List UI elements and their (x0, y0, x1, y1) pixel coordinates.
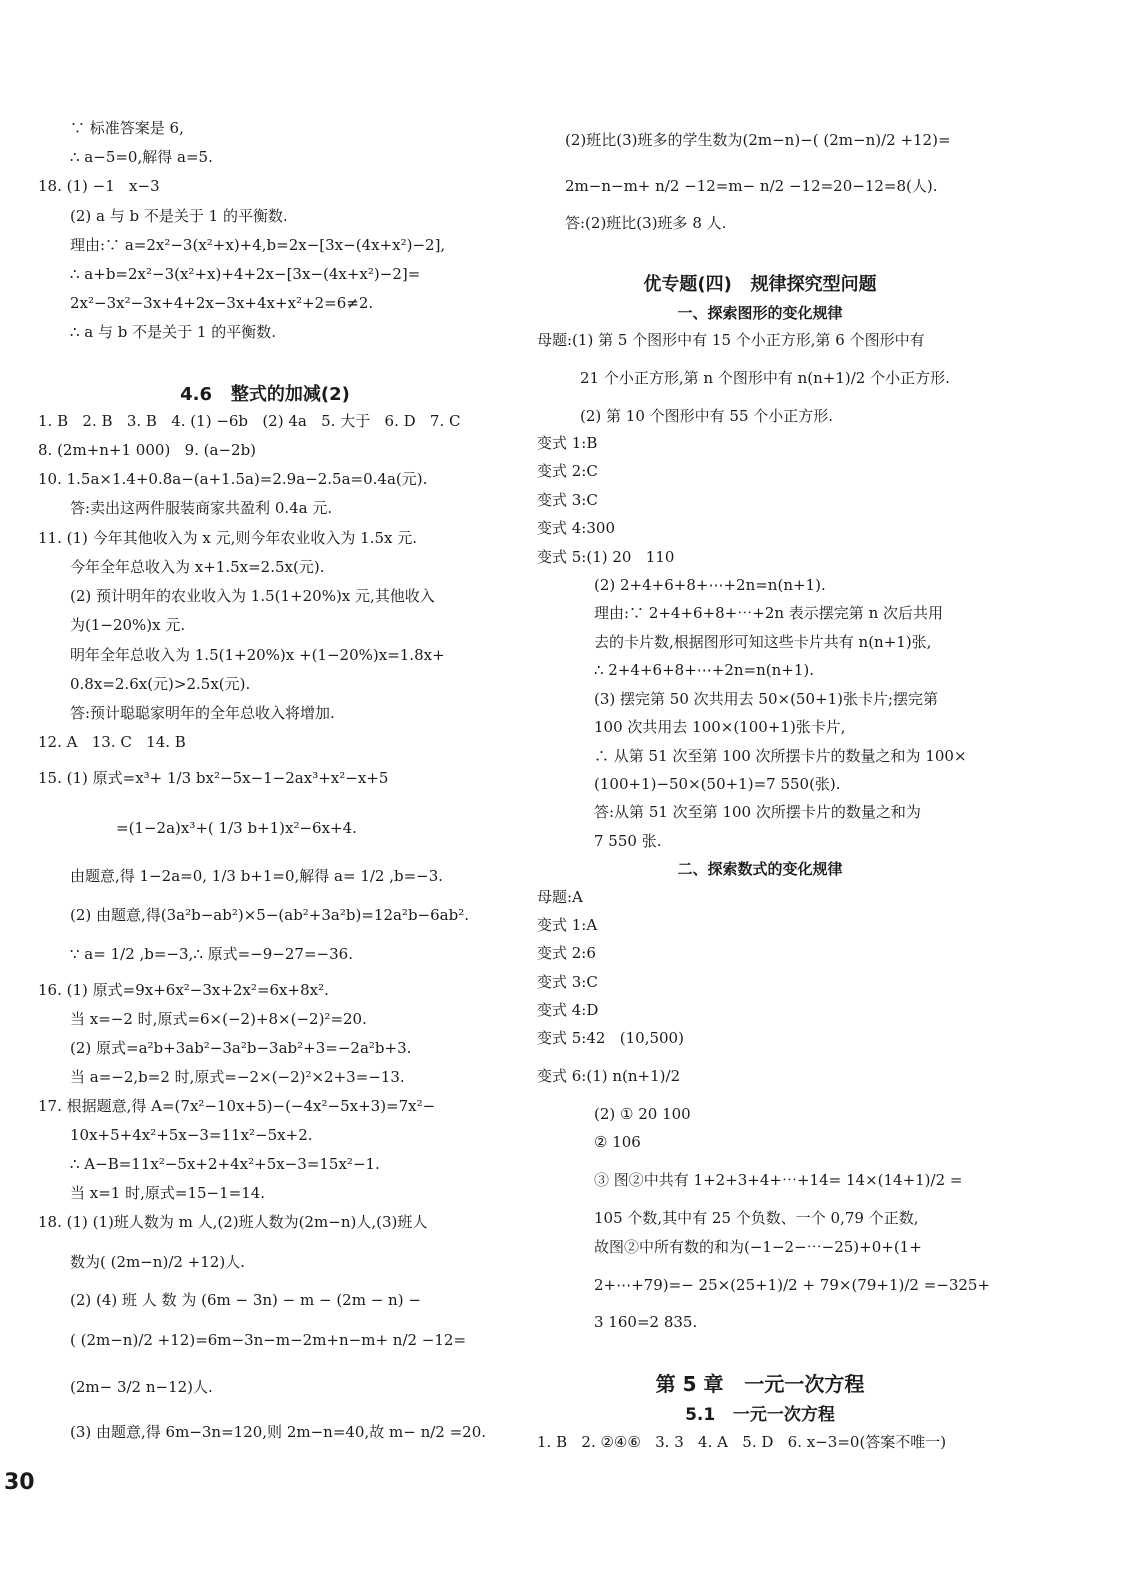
answer-line: 21 个小正方形,第 n 个图形中有 n(n+1)/2 个小正方形. (580, 369, 950, 387)
answer-line: (2) 由题意,得(3a²b−ab²)×5−(ab²+3a²b)=12a²b−6ab². (70, 906, 469, 924)
answer-line: 10. 1.5a×1.4+0.8a−(a+1.5a)=2.9a−2.5a=0.4a(元). (38, 470, 428, 488)
answer-line: 8. (2m+n+1 000) 9. (a−2b) (38, 441, 257, 459)
answer-line: 1. B 2. B 3. B 4. (1) −6b (2) 4a 5. 大于 6. D 7. C (38, 412, 461, 430)
answer-line: ∴ A−B=11x²−5x+2+4x²+5x−3=15x²−1. (70, 1155, 380, 1173)
answer-line: 105 个数,其中有 25 个负数、一个 0,79 个正数, (594, 1209, 919, 1227)
answer-line: 0.8x=2.6x(元)>2.5x(元). (70, 675, 251, 693)
answer-line: 变式 4:D (537, 1001, 599, 1019)
answer-line: ∴ a 与 b 不是关于 1 的平衡数. (70, 323, 277, 341)
answer-line: (2m− 3/2 n−12)人. (70, 1378, 213, 1396)
answer-line: =(1−2a)x³+( 1/3 b+1)x²−6x+4. (116, 819, 357, 837)
answer-line: 16. (1) 原式=9x+6x²−3x+2x²=6x+8x². (38, 981, 329, 999)
answer-line: 15. (1) 原式=x³+ 1/3 bx²−5x−1−2ax³+x²−x+5 (38, 769, 389, 787)
answer-line: (2) a 与 b 不是关于 1 的平衡数. (70, 207, 288, 225)
answer-line: 变式 5:42 (10,500) (537, 1029, 684, 1047)
answer-line: 变式 5:(1) 20 110 (537, 548, 675, 566)
answer-line: 答:从第 51 次至第 100 次所摆卡片的数量之和为 (594, 803, 921, 821)
section-heading: 第 5 章 一元一次方程 (655, 1372, 865, 1396)
answer-line: ∵ 标准答案是 6, (70, 119, 184, 137)
answer-line: 1. B 2. ②④⑥ 3. 3 4. A 5. D 6. x−3=0(答案不唯一) (537, 1433, 947, 1451)
answer-line: 当 x=1 时,原式=15−1=14. (70, 1184, 266, 1202)
section-heading: 5.1 一元一次方程 (685, 1405, 835, 1425)
answer-line: 变式 1:B (537, 434, 598, 452)
answer-line: 2+⋯+79)=− 25×(25+1)/2 + 79×(79+1)/2 =−325+ (594, 1276, 991, 1294)
answer-line: ∵ a= 1/2 ,b=−3,∴ 原式=−9−27=−36. (70, 945, 353, 963)
answer-line: (2) 2+4+6+8+⋯+2n=n(n+1). (594, 576, 826, 594)
answer-line: ③ 图②中共有 1+2+3+4+⋯+14= 14×(14+1)/2 = (594, 1171, 963, 1189)
section-heading: 一、探索图形的变化规律 (677, 304, 843, 322)
answer-line: (3) 摆完第 50 次共用去 50×(50+1)张卡片;摆完第 (594, 690, 939, 708)
answer-line: (2) 原式=a²b+3ab²−3a²b−3ab²+3=−2a²b+3. (70, 1039, 412, 1057)
answer-line: 2x²−3x²−3x+4+2x−3x+4x+x²+2=6≠2. (70, 294, 374, 312)
answer-line: (3) 由题意,得 6m−3n=120,则 2m−n=40,故 m− n/2 =20. (70, 1423, 487, 1441)
answer-line: 2m−n−m+ n/2 −12=m− n/2 −12=20−12=8(人). (565, 177, 938, 195)
section-heading: 4.6 整式的加减(2) (180, 384, 350, 405)
answer-line: (2) ① 20 100 (594, 1105, 691, 1123)
answer-line: 12. A 13. C 14. B (38, 733, 186, 751)
answer-line: 变式 3:C (537, 491, 598, 509)
answer-line: ∴ a+b=2x²−3(x²+x)+4+2x−[3x−(4x+x²)−2]= (70, 265, 421, 283)
answer-line: ∴ 从第 51 次至第 100 次所摆卡片的数量之和为 100× (594, 747, 967, 765)
answer-line: 理由:∵ 2+4+6+8+⋯+2n 表示摆完第 n 次后共用 (594, 604, 944, 622)
page-number: 30 (4, 1470, 35, 1495)
answer-line: 变式 6:(1) n(n+1)/2 (537, 1067, 681, 1085)
answer-line: 18. (1) −1 x−3 (38, 177, 160, 195)
answer-line: (2) 第 10 个图形中有 55 个小正方形. (580, 407, 834, 425)
answer-line: 由题意,得 1−2a=0, 1/3 b+1=0,解得 a= 1/2 ,b=−3. (70, 867, 444, 885)
answer-line: 变式 1:A (537, 916, 598, 934)
answer-line: 答:预计聪聪家明年的全年总收入将增加. (70, 704, 335, 722)
answer-line: 变式 2:6 (537, 944, 596, 962)
section-heading: 优专题(四) 规律探究型问题 (643, 274, 877, 295)
answer-line: 答:卖出这两件服装商家共盈利 0.4a 元. (70, 499, 333, 517)
answer-line: 去的卡片数,根据图形可知这些卡片共有 n(n+1)张, (594, 633, 932, 651)
answer-line: 故图②中所有数的和为(−1−2−⋯−25)+0+(1+ (594, 1238, 922, 1256)
answer-line: 理由:∵ a=2x²−3(x²+x)+4,b=2x−[3x−(4x+x²)−2], (70, 236, 446, 254)
answer-line: 18. (1) (1)班人数为 m 人,(2)班人数为(2m−n)人,(3)班人 (38, 1213, 428, 1231)
answer-line: 11. (1) 今年其他收入为 x 元,则今年农业收入为 1.5x 元. (38, 529, 418, 547)
answer-line: (2) 预计明年的农业收入为 1.5(1+20%)x 元,其他收入 (70, 587, 435, 605)
section-heading: 二、探索数式的变化规律 (677, 860, 843, 878)
answer-line: ∴ 2+4+6+8+⋯+2n=n(n+1). (594, 661, 815, 679)
answer-line: ( (2m−n)/2 +12)=6m−3n−m−2m+n−m+ n/2 −12= (70, 1331, 467, 1349)
answer-line: (2)班比(3)班多的学生数为(2m−n)−( (2m−n)/2 +12)= (565, 131, 951, 149)
answer-line: 明年全年总收入为 1.5(1+20%)x +(1−20%)x=1.8x+ (70, 646, 445, 664)
answer-line: 为(1−20%)x 元. (70, 616, 186, 634)
answer-line: 17. 根据题意,得 A=(7x²−10x+5)−(−4x²−5x+3)=7x²− (38, 1097, 436, 1115)
answer-line: 变式 3:C (537, 973, 598, 991)
answer-line: ∴ a−5=0,解得 a=5. (70, 148, 213, 166)
answer-line: (100+1)−50×(50+1)=7 550(张). (594, 775, 841, 793)
answer-line: 数为( (2m−n)/2 +12)人. (70, 1253, 245, 1271)
answer-line: ② 106 (594, 1133, 641, 1151)
answer-line: 100 次共用去 100×(100+1)张卡片, (594, 718, 846, 736)
answer-line: 变式 2:C (537, 462, 598, 480)
answer-line: 母题:A (537, 888, 583, 906)
answer-line: 当 x=−2 时,原式=6×(−2)+8×(−2)²=20. (70, 1010, 367, 1028)
answer-line: 母题:(1) 第 5 个图形中有 15 个小正方形,第 6 个图形中有 (537, 331, 925, 349)
answer-line: 3 160=2 835. (594, 1313, 698, 1331)
answer-line: (2) (4) 班 人 数 为 (6m − 3n) − m − (2m − n) − (70, 1291, 421, 1309)
answer-line: 7 550 张. (594, 832, 662, 850)
answer-line: 今年全年总收入为 x+1.5x=2.5x(元). (70, 558, 325, 576)
answer-line: 10x+5+4x²+5x−3=11x²−5x+2. (70, 1126, 313, 1144)
answer-line: 当 a=−2,b=2 时,原式=−2×(−2)²×2+3=−13. (70, 1068, 405, 1086)
answer-line: 变式 4:300 (537, 519, 615, 537)
answer-line: 答:(2)班比(3)班多 8 人. (565, 214, 727, 232)
